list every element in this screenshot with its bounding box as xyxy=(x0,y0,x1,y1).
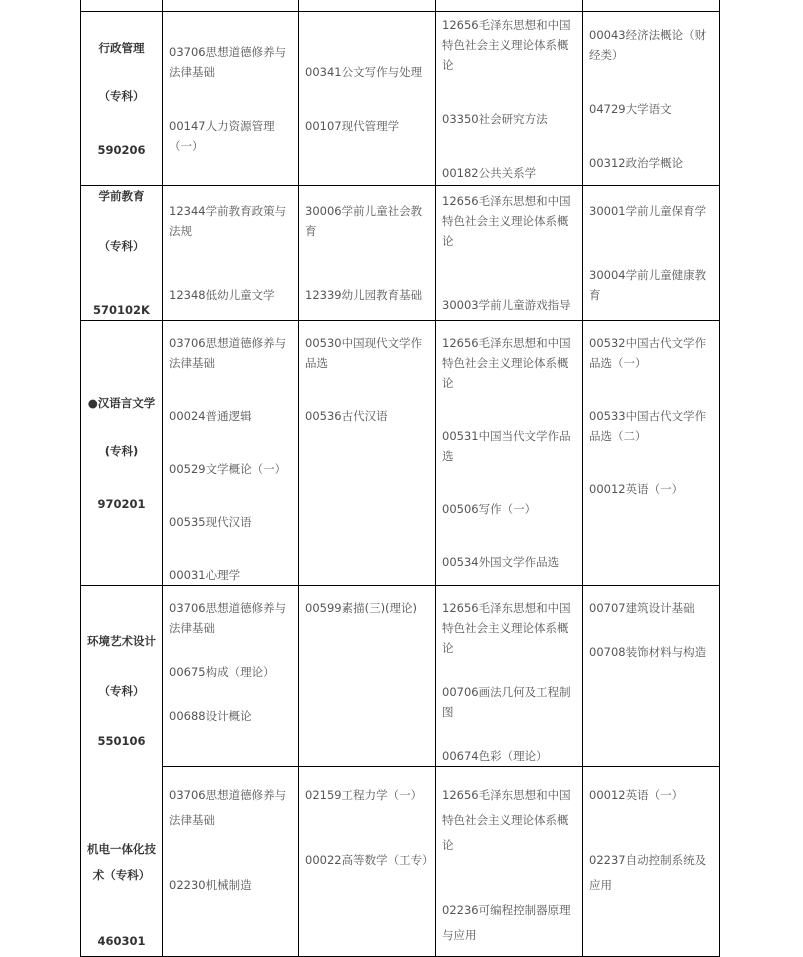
course-cell xyxy=(436,321,583,586)
major-name: 机电一体化技术（专科） xyxy=(87,842,156,882)
course-item: 03706思想道德修养与法律基础 xyxy=(169,788,287,827)
course-item: 00707建筑设计基础 xyxy=(589,601,695,615)
course-item: 00706画法几何及工程制图 xyxy=(442,685,571,719)
course-item: 02159工程力学（一） xyxy=(305,788,423,802)
course-item: 03350社会研究方法 xyxy=(442,111,548,126)
major-code: 460301 xyxy=(97,934,146,948)
major-code: 970201 xyxy=(97,496,146,511)
course-cell xyxy=(436,12,583,186)
course-item: 00506写作（一） xyxy=(442,502,537,516)
major-name: 行政管理 xyxy=(98,40,145,55)
course-item: 00024普通逻辑 xyxy=(169,409,252,423)
major-code: 550106 xyxy=(97,734,146,748)
table-row-partial xyxy=(81,0,720,12)
course-item: 30006学前儿童社会教育 xyxy=(305,204,423,238)
course-cell xyxy=(163,767,299,957)
course-item: 00530中国现代文学作品选 xyxy=(305,336,423,370)
course-item: 00107现代管理学 xyxy=(305,118,400,133)
course-item: 12656毛泽东思想和中国特色社会主义理论体系概论 xyxy=(442,194,571,248)
course-item: 04729大学语文 xyxy=(589,101,672,116)
course-item: 00043经济法概论（财经类） xyxy=(589,27,707,62)
course-item: 12656毛泽东思想和中国特色社会主义理论体系概论 xyxy=(442,336,571,390)
course-item: 00674色彩（理论） xyxy=(442,749,548,763)
course-item: 00012英语（一） xyxy=(589,482,684,496)
exam-course-table xyxy=(80,0,720,957)
course-item: 00675构成（理论） xyxy=(169,665,275,679)
course-item: 12344学前教育政策与法规 xyxy=(169,204,287,238)
course-item: 00012英语（一） xyxy=(589,788,684,802)
course-item: 00147人力资源管理（一） xyxy=(169,118,275,153)
major-cell xyxy=(81,321,163,586)
course-cell xyxy=(436,767,583,957)
major-name: 环境艺术设计 xyxy=(87,634,156,648)
major-cell xyxy=(81,767,163,957)
course-cell xyxy=(583,767,720,957)
table-row xyxy=(81,186,720,321)
course-item: 00529文学概论（一） xyxy=(169,462,287,476)
course-cell xyxy=(299,767,436,957)
course-cell xyxy=(163,12,299,186)
course-item: 03706思想道德修养与法律基础 xyxy=(169,601,287,635)
course-item: 12656毛泽东思想和中国特色社会主义理论体系概论 xyxy=(442,17,571,72)
course-cell xyxy=(583,321,720,586)
major-name: 学前教育 xyxy=(98,189,145,203)
course-cell xyxy=(436,586,583,767)
course-cell xyxy=(299,321,436,586)
course-item: 30004学前儿童健康教育 xyxy=(589,268,707,302)
course-cell xyxy=(163,321,299,586)
course-item: 02236可编程控制器原理与应用 xyxy=(442,903,571,942)
table-row xyxy=(81,586,720,767)
major-cell xyxy=(81,186,163,321)
course-cell xyxy=(436,186,583,321)
table-row xyxy=(81,321,720,586)
course-item: 03706思想道德修养与法律基础 xyxy=(169,44,287,79)
course-item: 00599素描(三)(理论) xyxy=(305,601,418,615)
major-cell xyxy=(81,586,163,767)
course-item: 30001学前儿童保育学 xyxy=(589,204,707,218)
major-level: （专科） xyxy=(98,88,145,103)
course-cell xyxy=(163,186,299,321)
course-item: 12339幼儿园教育基础 xyxy=(305,288,423,302)
course-item: 00535现代汉语 xyxy=(169,515,252,529)
course-item: 00182公共关系学 xyxy=(442,165,537,180)
major-code: 570102K xyxy=(93,303,150,317)
table-row xyxy=(81,12,720,186)
course-item: 02237自动控制系统及应用 xyxy=(589,853,707,892)
course-cell xyxy=(163,586,299,767)
course-cell xyxy=(583,12,720,186)
table-row xyxy=(81,767,720,957)
course-item: 00031心理学 xyxy=(169,568,241,582)
course-item: 12656毛泽东思想和中国特色社会主义理论体系概论 xyxy=(442,601,571,655)
course-item: 00312政治学概论 xyxy=(589,155,684,170)
course-item: 00531中国当代文学作品选 xyxy=(442,429,571,463)
course-item: 00708装饰材料与构造 xyxy=(589,645,707,659)
course-cell xyxy=(299,586,436,767)
course-item: 00532中国古代文学作品选（一） xyxy=(589,336,707,370)
course-cell xyxy=(299,12,436,186)
course-item: 00536古代汉语 xyxy=(305,409,388,423)
major-level: （专科） xyxy=(98,239,145,253)
course-item: 02230机械制造 xyxy=(169,878,252,892)
course-item: 00533中国古代文学作品选（二） xyxy=(589,409,707,443)
major-cell xyxy=(81,12,163,186)
course-item: 12348低幼儿童文学 xyxy=(169,288,275,302)
course-item: 00022高等数学（工专） xyxy=(305,853,434,867)
course-item: 30003学前儿童游戏指导 xyxy=(442,298,571,312)
course-cell xyxy=(299,186,436,321)
course-item: 03706思想道德修养与法律基础 xyxy=(169,336,287,370)
major-code: 590206 xyxy=(97,142,146,157)
course-item: 00534外国文学作品选 xyxy=(442,555,560,569)
course-item: 00341公文写作与处理 xyxy=(305,64,423,79)
course-cell xyxy=(583,186,720,321)
course-item: 12656毛泽东思想和中国特色社会主义理论体系概论 xyxy=(442,788,571,852)
course-cell xyxy=(583,586,720,767)
major-name: ●汉语言文学 xyxy=(87,395,156,410)
course-item: 00688设计概论 xyxy=(169,709,252,723)
major-level: (专科) xyxy=(104,443,139,458)
major-level: （专科） xyxy=(98,684,145,698)
